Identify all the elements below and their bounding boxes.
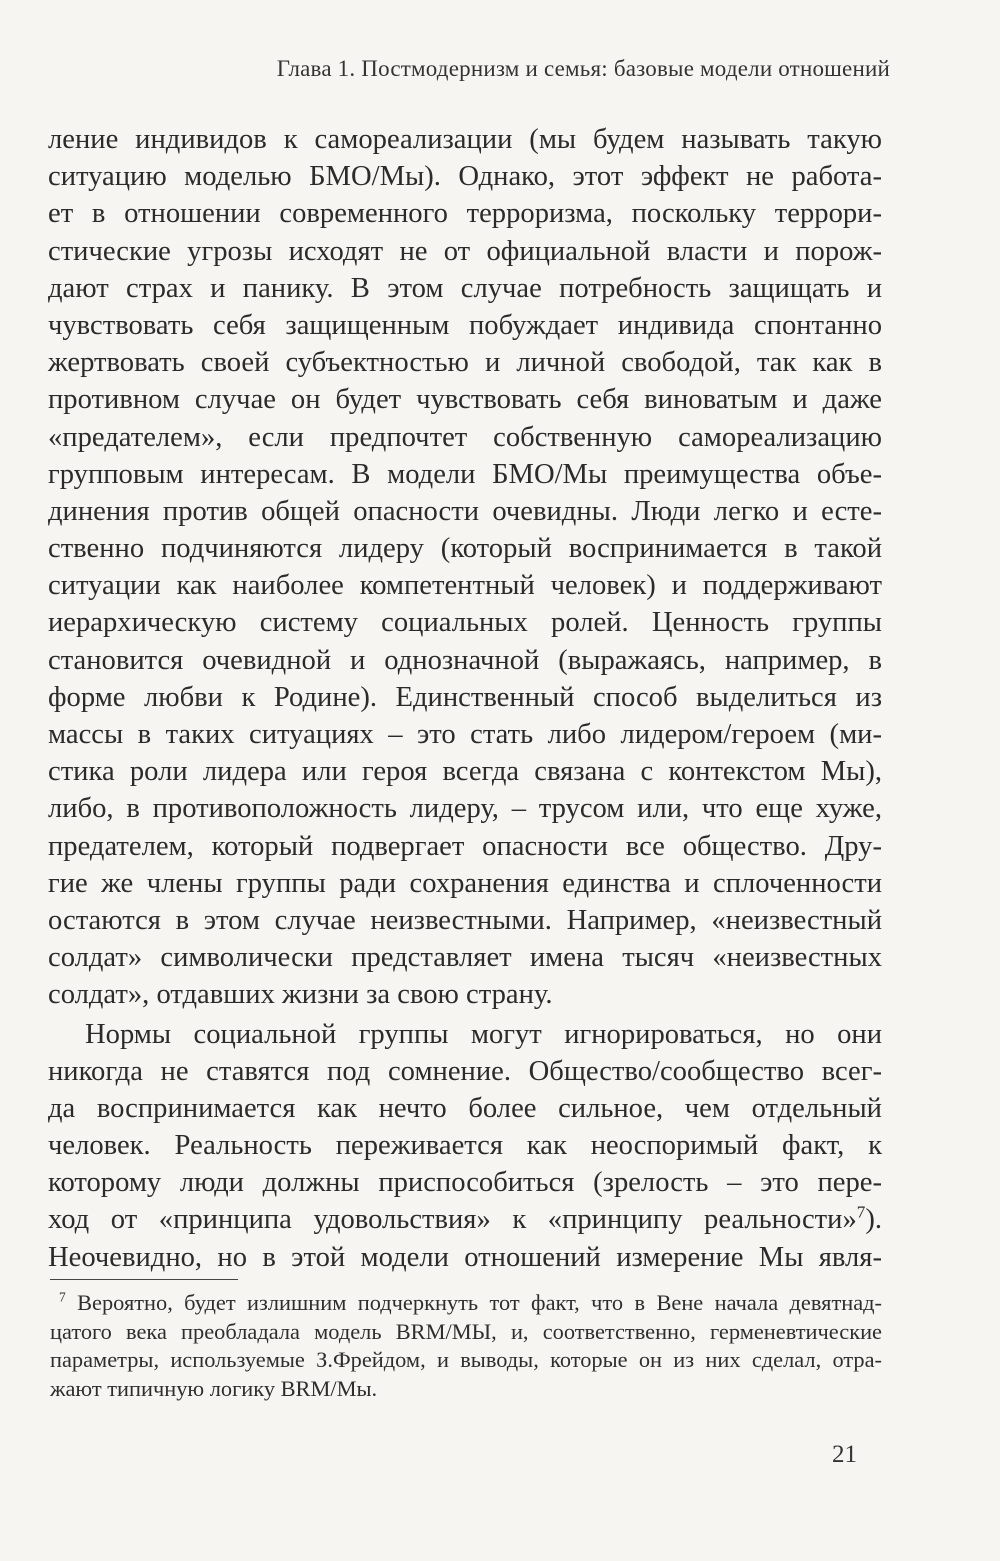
text-line: групповым интересам. В модели БМО/Мы преимущества объе-	[48, 458, 882, 490]
text-line: ет в отношении современного терроризма, поскольку террори-	[48, 198, 882, 230]
footnote-separator	[50, 1279, 238, 1280]
text-line: стические угрозы исходят не от официальной власти и порож-	[48, 235, 882, 267]
text-line: ситуацию моделью БМО/Мы). Однако, этот эффект не работа-	[48, 161, 882, 193]
text-line: солдат», отдавших жизни за свою страну.	[48, 979, 553, 1011]
text-line: солдат» символически представляет имена тысяч «неизвестных	[48, 942, 882, 974]
text-line: стика роли лидера или героя всегда связана с контекстом Мы),	[48, 756, 882, 788]
body-text	[48, 121, 882, 1276]
text-line: иерархическую систему социальных ролей. Ценность группы	[48, 607, 882, 639]
footnote-line: жают типичную логику BRM/Мы.	[50, 1375, 378, 1401]
page-number: 21	[832, 1441, 857, 1468]
text-line: предателем, который подвергает опасности все общество. Дру-	[48, 830, 882, 862]
text-line: массы в таких ситуациях – это стать либо лидером/героем (ми-	[48, 719, 882, 750]
text-line: ственно подчиняются лидеру (который воспринимается в такой	[48, 533, 882, 565]
text-line: да воспринимается как нечто более сильное, чем отдельный	[48, 1092, 882, 1124]
text-line: становится очевидной и однозначной (выражаясь, например, в	[48, 644, 882, 676]
text-line: гие же члены группы ради сохранения единства и сплоченности	[48, 867, 882, 899]
footnote-marker: 7	[59, 1289, 66, 1305]
text-line: Нормы социальной группы могут игнорироваться, но они	[85, 1018, 882, 1050]
footnote	[50, 1289, 882, 1403]
text-line: никогда не ставятся под сомнение. Общество/сообщество всег-	[48, 1055, 882, 1087]
text-line: форме любви к Родине). Единственный способ выделиться из	[48, 681, 882, 713]
text-line-with-footnote-ref	[48, 1201, 882, 1238]
footnote-line	[50, 1289, 882, 1318]
text-line: ситуации как наиболее компетентный человек) и поддерживают	[48, 570, 882, 602]
footnote-line: цатого века преобладала модель BRM/МЫ, и, соответственно, герменевтические	[50, 1318, 882, 1344]
text-line: противном случае он будет чувствовать себя виноватым и даже	[48, 384, 882, 416]
footnote-ref[interactable]: 7	[856, 1202, 866, 1222]
text-line: жертвовать своей субъектностью и личной свободой, так как в	[48, 347, 882, 379]
text-line: ление индивидов к самореализации (мы будем называть такую	[48, 124, 882, 155]
text-line: либо, в противоположность лидеру, – трусом или, что еще хуже,	[48, 793, 882, 825]
text-line: которому люди должны приспособиться (зрелость – это пере-	[48, 1167, 882, 1199]
footnote-line: параметры, используемые З.Фрейдом, и выводы, которые он из них сделал, отра-	[50, 1347, 882, 1372]
text-line: чувствовать себя защищенным побуждает индивида спонтанно	[48, 309, 882, 341]
running-head: Глава 1. Постмодернизм и семья: базовые модели отношений	[276, 56, 890, 81]
text-line: остаются в этом случае неизвестными. Например, «неизвестный	[48, 904, 882, 936]
text-line: дают страх и панику. В этом случае потребность защищать и	[48, 272, 882, 304]
line-text: ход от «принципа удовольствия» к «принципу реальности»	[48, 1204, 857, 1236]
text-line: человек. Реальность переживается как неоспоримый факт, к	[48, 1130, 882, 1162]
line-text-end: ).	[865, 1204, 882, 1236]
text-line: «предателем», если предпочтет собственную самореализацию	[48, 421, 882, 453]
footnote-text: Вероятно, будет излишним подчеркнуть тот факт, что в Вене начала девятнад-	[77, 1290, 882, 1315]
text-line: динения против общей опасности очевидны. Люди легко и есте-	[48, 495, 882, 527]
text-line: Неочевидно, но в этой модели отношений измерение Мы явля-	[48, 1241, 882, 1273]
